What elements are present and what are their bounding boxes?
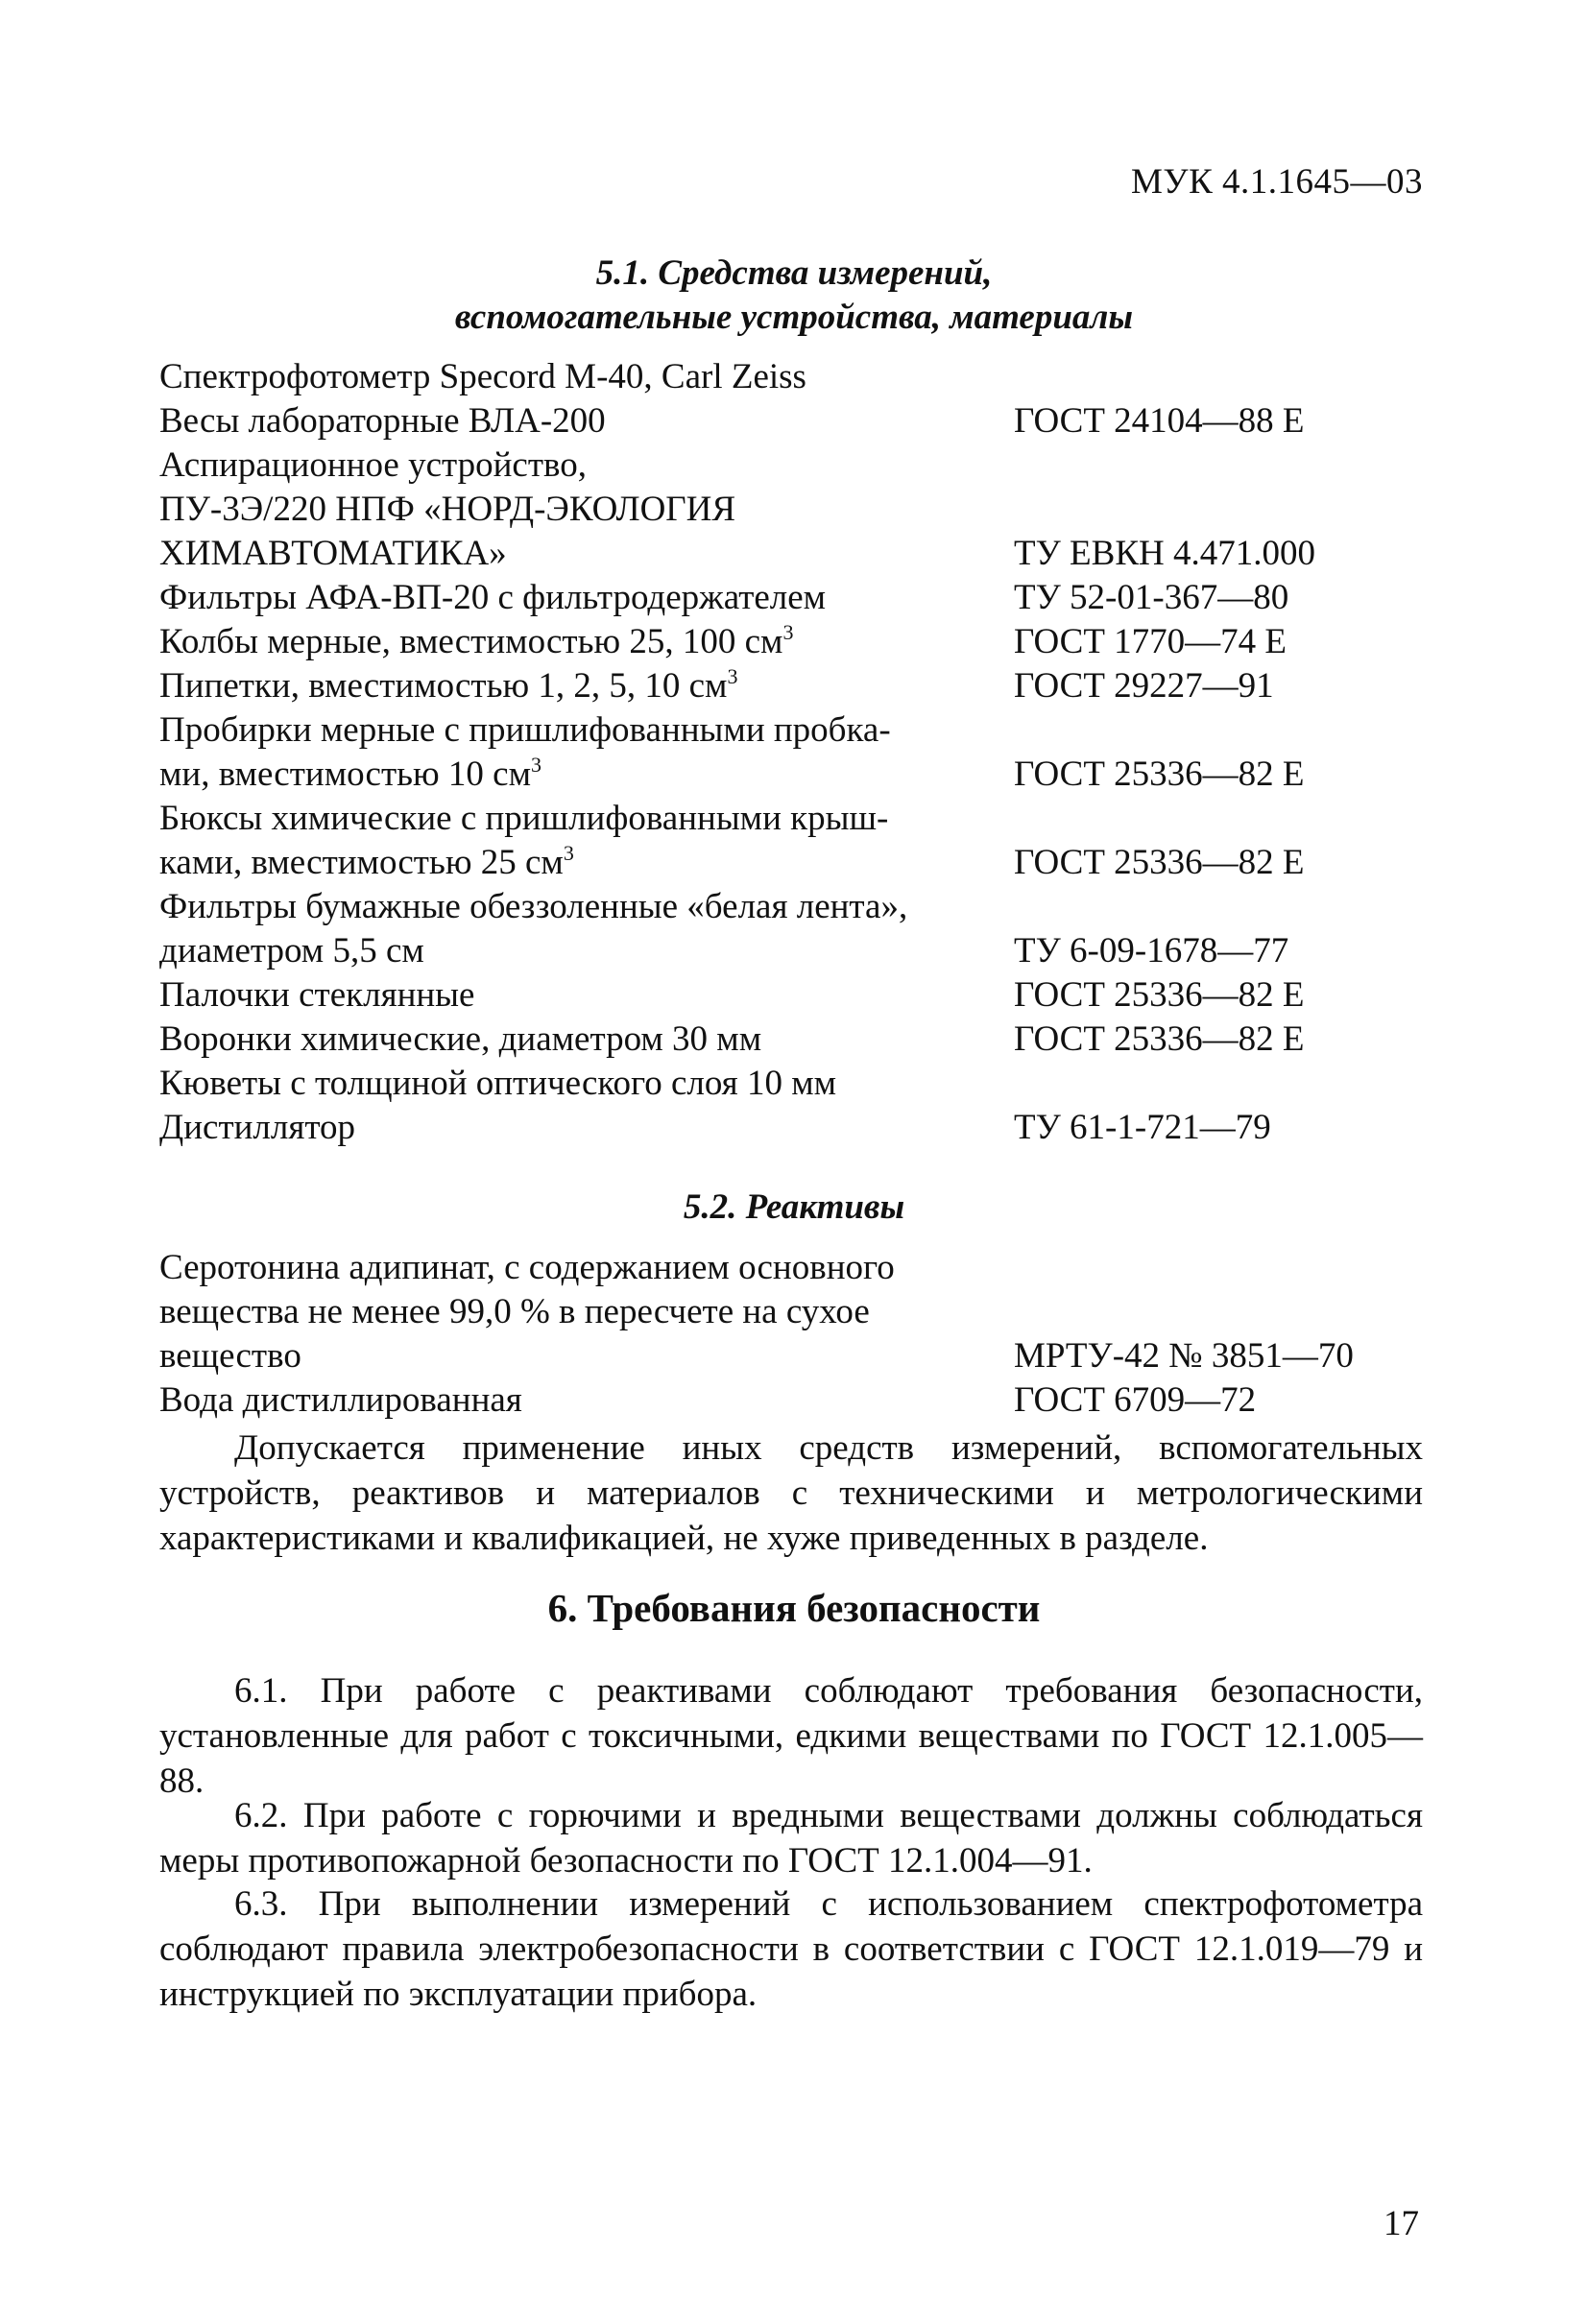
list-item [159,399,1427,443]
list-item [159,973,1427,1018]
item-standard: ТУ 61-1-721—79 [1014,1108,1271,1147]
item-name: Бюксы химические с пришлифованными крыш- [159,799,889,838]
list-item [159,1246,1427,1290]
list-item [159,841,1427,885]
list-item [159,620,1427,664]
list-item [159,488,1427,532]
list-item [159,708,1427,753]
item-name: Весы лабораторные ВЛА-200 [159,401,606,441]
item-standard [1014,1290,1427,1334]
item-name: ми, вместимостью 10 $см^3$ [159,753,541,794]
list-item [159,1290,1427,1334]
item-name: ХИМАВТОМАТИКА» [159,534,507,573]
item-name: Пипетки, вместимостью 1, 2, 5, 10 $см^3$ [159,664,738,706]
reagents-list [159,1246,1427,1423]
item-standard: ГОСТ 25336—82 Е [1014,1019,1305,1059]
unit-superscript: 3 [782,620,794,644]
item-standard: ГОСТ 6709—72 [1014,1380,1257,1420]
item-name: Аспирационное устройство, [159,445,587,485]
item-name: Колбы мерные, вместимостью 25, 100 $см^3$ [159,620,794,661]
item-standard: ТУ 6-09-1678—77 [1014,931,1289,970]
substitution-note [159,1426,1423,1561]
list-item [159,576,1427,620]
item-name: Фильтры АФА-ВП-20 с фильтродержателем [159,578,827,617]
list-item [159,1062,1427,1106]
list-item [159,753,1427,797]
item-standard: ГОСТ 29227—91 [1014,666,1274,706]
item-name: Кюветы с толщиной оптического слоя 10 мм [159,1064,837,1103]
list-item [159,664,1427,708]
substitution-note-text: Допускается применение иных средств измерений, вспомогательных устройств, реактивов и материалов с техническими и метрологическими характеристиками и квалификацией, не хуже приведенных в разделе. [159,1428,1423,1558]
item-standard [1014,885,1427,929]
item-name: ками, вместимостью 25 $см^3$ [159,841,574,882]
item-standard [1014,708,1427,753]
paragraph-6-1-text: 6.1. При работе с реактивами соблюдают требования безопасности, установленные для работ с токсичными, едкими веществами по ГОСТ 12.1.005—88. [159,1671,1423,1801]
equipment-list [159,355,1427,1150]
item-name: вещества не менее 99,0 % в пересчете на сухое [159,1292,870,1331]
item-standard: ГОСТ 25336—82 Е [1014,843,1305,882]
item-standard: ГОСТ 24104—88 Е [1014,401,1305,441]
item-name: Пробирки мерные с пришлифованными пробка- [159,710,891,750]
item-standard [1014,443,1427,488]
paragraph-6-1 [159,1668,1423,1804]
item-standard: ТУ 52-01-367—80 [1014,578,1289,617]
item-name: Вода дистиллированная [159,1380,522,1420]
item-standard [1014,1062,1427,1106]
item-standard: МРТУ-42 № 3851—70 [1014,1336,1354,1376]
list-item [159,1334,1427,1378]
list-item [159,797,1427,841]
list-item [159,1018,1427,1062]
unit-superscript: 3 [563,841,574,865]
list-item [159,885,1427,929]
paragraph-6-2-text: 6.2. При работе с горючими и вредными веществами должны соблюдаться меры противопожарной безопасности по ГОСТ 12.1.004—91. [159,1796,1423,1881]
item-standard [1014,488,1427,532]
item-name: диаметром 5,5 см [159,931,424,970]
list-item [159,355,1427,399]
paragraph-6-3 [159,1881,1423,2017]
section-5-1-title-line-1: 5.1. Средства измерений, [595,253,993,293]
list-item [159,1106,1427,1150]
item-standard: ГОСТ 25336—82 Е [1014,975,1305,1015]
item-name: ПУ-3Э/220 НПФ «НОРД-ЭКОЛОГИЯ [159,490,736,529]
item-name: Воронки химические, диаметром 30 мм [159,1019,762,1059]
item-standard: ГОСТ 25336—82 Е [1014,755,1305,794]
item-name: Серотонина адипинат, с содержанием основного [159,1248,895,1287]
list-item [159,443,1427,488]
item-name: Спектрофотометр Specord M-40, Carl Zeiss [159,357,806,396]
paragraph-6-3-text: 6.3. При выполнении измерений с использованием спектрофотометра соблюдают правила электробезопасности в соответствии с ГОСТ 12.1.019—79 и инструкцией по эксплуатации прибора. [159,1884,1423,2014]
list-item [159,929,1427,973]
item-standard [1014,355,1427,399]
item-standard: ТУ ЕВКН 4.471.000 [1014,534,1315,573]
item-standard [1014,1246,1427,1290]
section-6-title: 6. Требования безопасности [547,1586,1041,1630]
page-number: 17 [1383,2204,1419,2243]
unit-superscript: 3 [530,753,541,777]
item-standard [1014,797,1427,841]
document-code: МУК 4.1.1645—03 [1130,162,1423,202]
section-5-1-title-line-2: вспомогательные устройства, материалы [454,298,1134,337]
item-name: Дистиллятор [159,1108,356,1147]
list-item [159,1378,1427,1423]
list-item [159,532,1427,576]
unit-superscript: 3 [727,664,738,688]
item-standard: ГОСТ 1770—74 Е [1014,622,1287,661]
paragraph-6-2 [159,1793,1423,1883]
item-name: вещество [159,1336,301,1376]
section-5-2-title: 5.2. Реактивы [683,1187,905,1227]
item-name: Фильтры бумажные обеззоленные «белая лента», [159,887,908,926]
item-name: Палочки стеклянные [159,975,475,1015]
